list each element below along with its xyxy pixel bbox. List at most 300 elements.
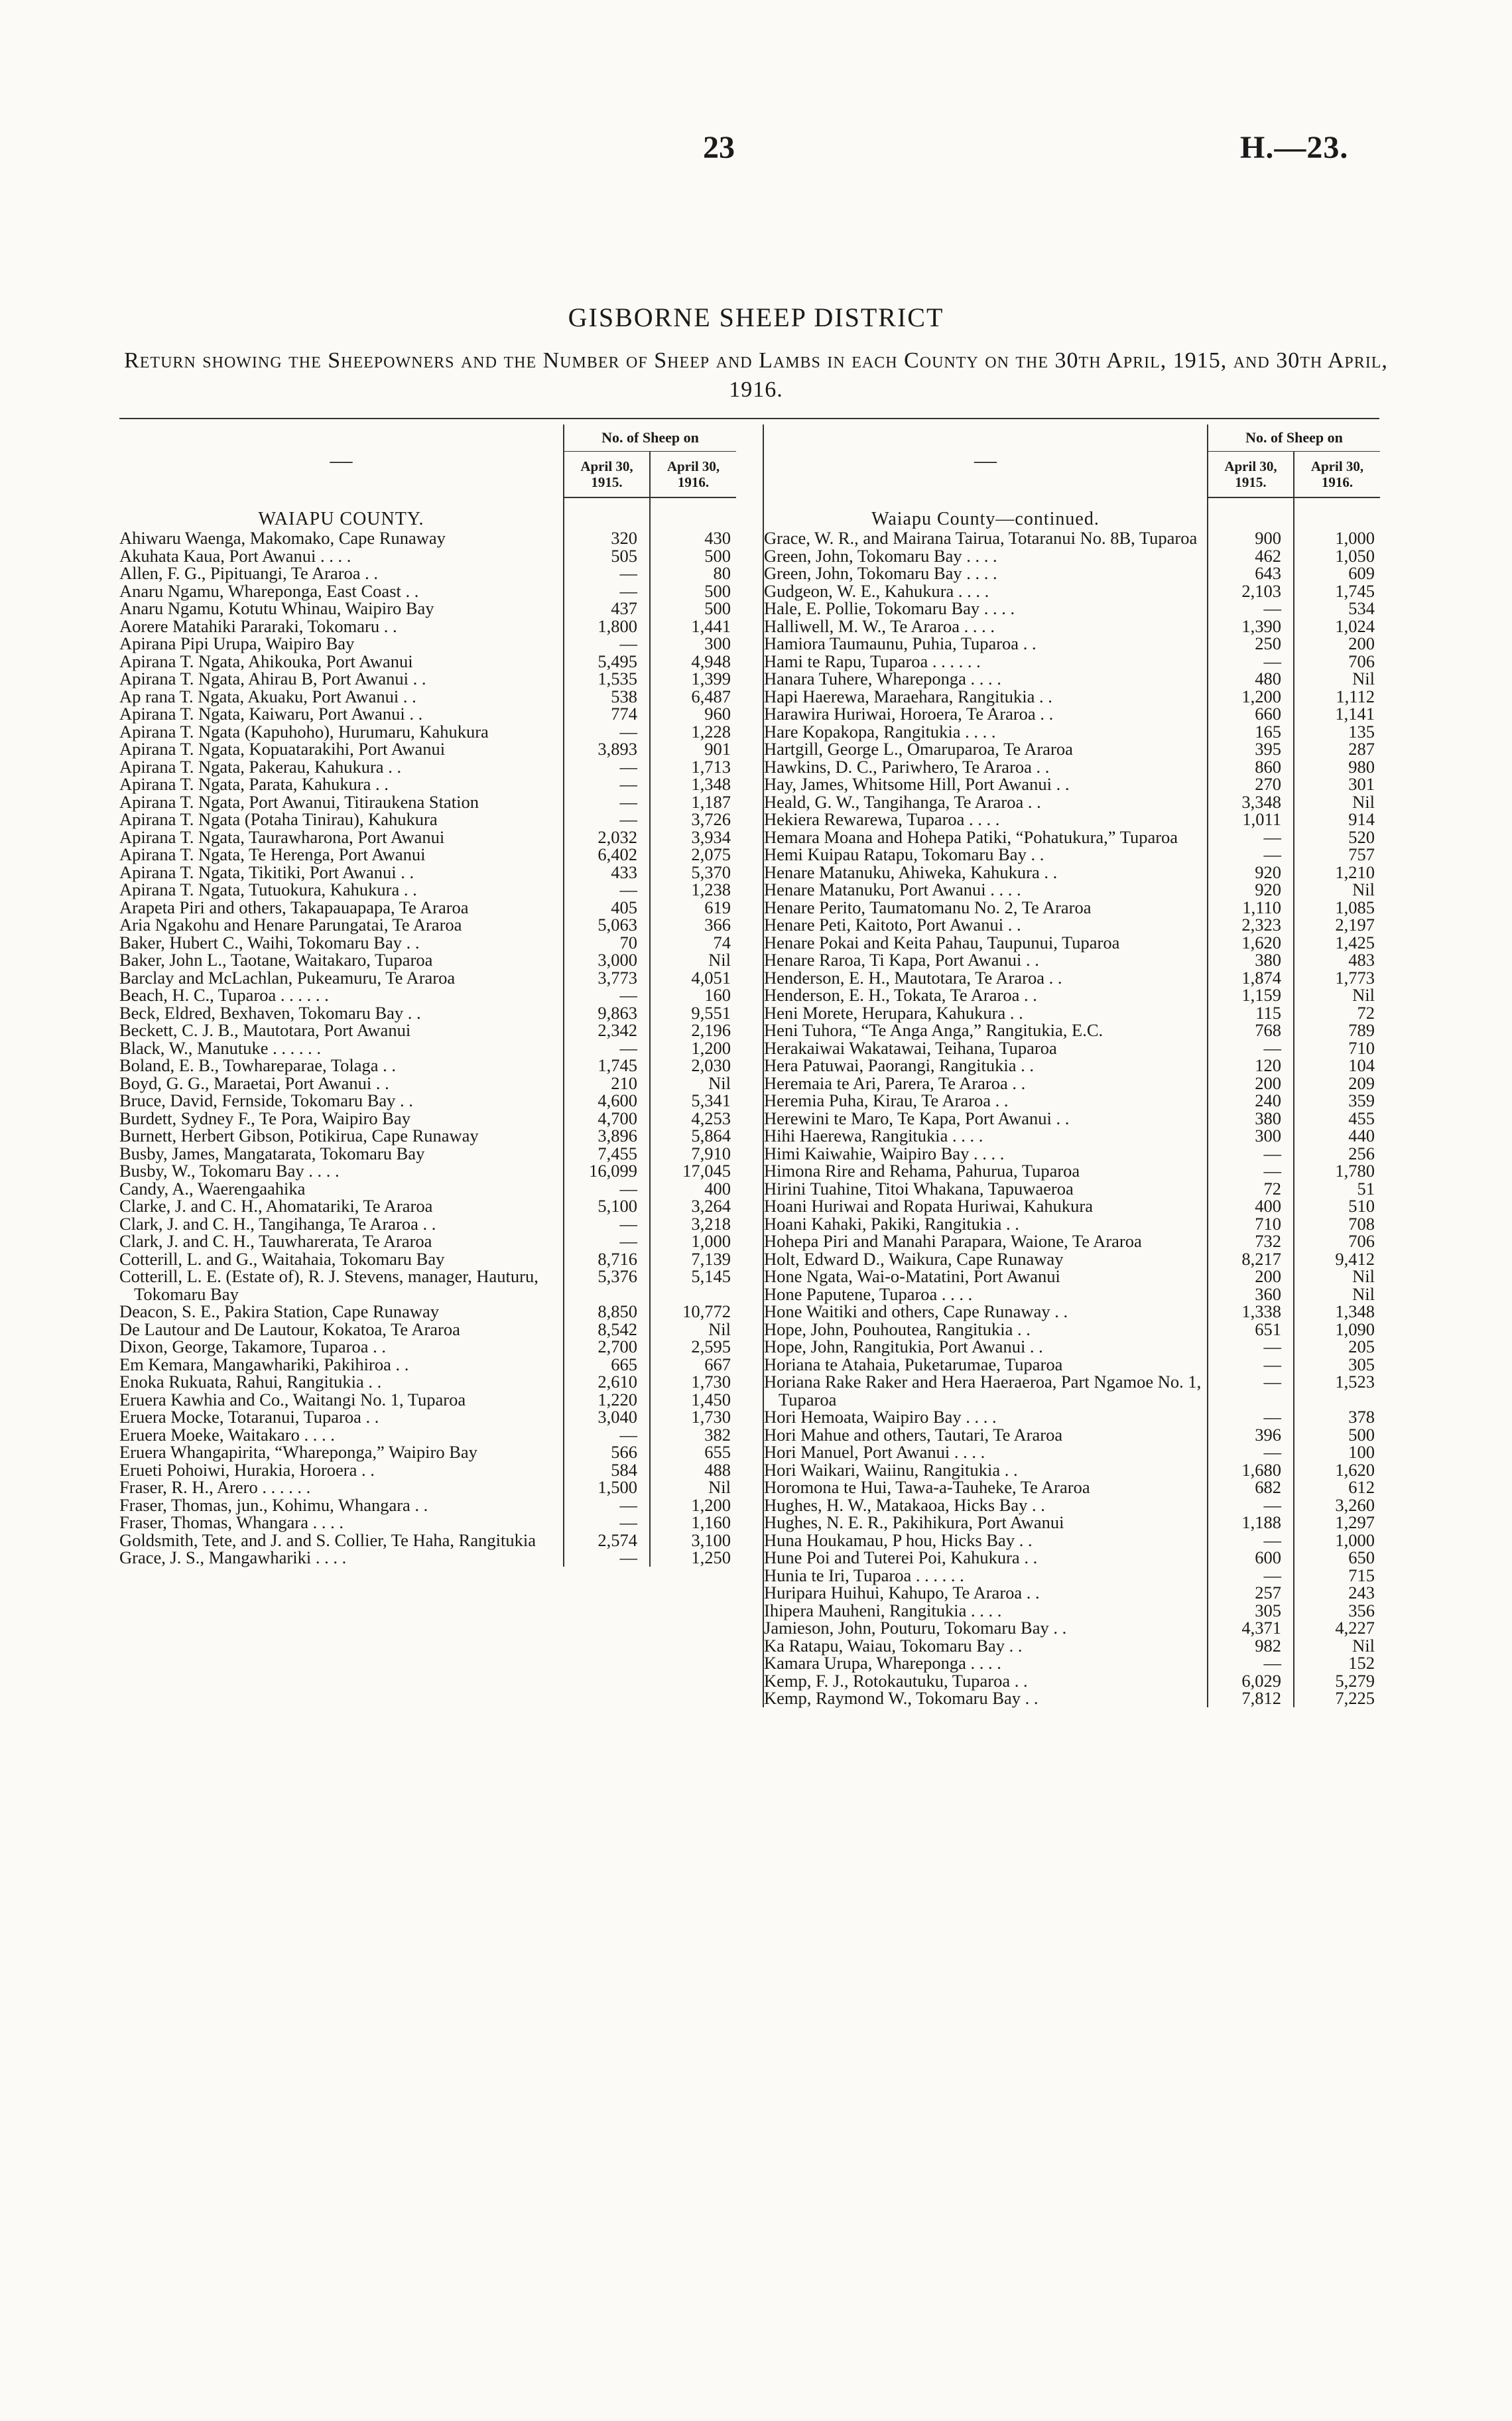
owner-name: Apirana T. Ngata, Te Herenga, Port Awanui [119, 844, 426, 864]
sheep-1915: 5,376 [564, 1268, 650, 1303]
table-row [119, 1496, 736, 1514]
table-row [763, 653, 1380, 671]
table-row [763, 1197, 1380, 1215]
owner-name: Beach, H. C., Tuparoa . . . . . . [119, 985, 329, 1005]
table-row [119, 846, 736, 864]
owner-name: Hamiora Taumaunu, Puhia, Tuparoa . . [763, 635, 1208, 653]
owner-name: Herewini te Maro, Te Kapa, Port Awanui . . [763, 1110, 1208, 1128]
table-row [119, 1162, 736, 1180]
owner-name: Gudgeon, W. E., Kahukura . . . . [763, 582, 1208, 600]
sheep-1915: 1,338 [1208, 1303, 1294, 1321]
owner-name: Dixon, George, Takamore, Tuparoa . . [119, 1337, 386, 1356]
owner-name: Boyd, G. G., Maraetai, Port Awanui . . [119, 1073, 389, 1093]
sheep-1916: 500 [650, 600, 736, 618]
sheep-1915: 320 [564, 529, 650, 547]
table-row [119, 1057, 736, 1075]
sheep-1916: 520 [1294, 828, 1380, 846]
table-row [119, 1250, 736, 1268]
sheep-1916: 1,200 [650, 1496, 736, 1514]
owner-name: Apirana T. Ngata, Kaiwaru, Port Awanui . . [119, 704, 423, 724]
table-row [119, 1110, 736, 1128]
table-row [763, 1532, 1380, 1549]
table-row [763, 1549, 1380, 1567]
section-row [119, 497, 736, 529]
sheep-1916: 2,075 [650, 846, 736, 864]
sheep-1916: 960 [650, 705, 736, 723]
owner-name: Hone Ngata, Wai-o-Matatini, Port Awanui [763, 1268, 1208, 1285]
sheep-1916: 256 [1294, 1145, 1380, 1163]
owner-name: Henderson, E. H., Mautotara, Te Araroa . . [763, 969, 1208, 987]
sheep-1915: 8,542 [564, 1321, 650, 1339]
sheep-1915: 3,773 [564, 969, 650, 987]
table-row [119, 1145, 736, 1163]
sheep-1915: — [1208, 1567, 1294, 1585]
sheep-1915: 860 [1208, 758, 1294, 776]
owner-name: Apirana T. Ngata, Tutuokura, Kahukura . . [119, 880, 417, 899]
table-row [763, 934, 1380, 952]
sheep-1915: 6,402 [564, 846, 650, 864]
sheep-1916: 1,250 [650, 1549, 736, 1567]
owner-name: Busby, James, Mangatarata, Tokomaru Bay [119, 1143, 425, 1163]
sheep-1916: 1,780 [1294, 1162, 1380, 1180]
sheep-1916: 706 [1294, 653, 1380, 671]
sheep-1916: 1,112 [1294, 688, 1380, 706]
sheep-1916: 382 [650, 1426, 736, 1444]
table-row [763, 1215, 1380, 1233]
sheep-1916: 650 [1294, 1549, 1380, 1567]
table-row [119, 1268, 736, 1303]
owner-name: Deacon, S. E., Pakira Station, Cape Runaway [119, 1301, 440, 1321]
owner-name: Hare Kopakopa, Rangitukia . . . . [763, 723, 1208, 741]
owner-name: Apirana T. Ngata, Port Awanui, Titiraukena Station [119, 791, 479, 812]
owner-name: Apirana T. Ngata, Kopuatarakihi, Port Awanui [119, 739, 446, 759]
sheep-1915: 270 [1208, 775, 1294, 793]
table-row [763, 529, 1380, 547]
sheep-1915: 115 [1208, 1004, 1294, 1022]
table-row [119, 1478, 736, 1496]
table-row [763, 916, 1380, 934]
table-row [119, 653, 736, 671]
owner-name: Em Kemara, Mangawhariki, Pakihiroa . . [119, 1354, 409, 1374]
april-1916-header: April 30, 1916. [650, 452, 736, 498]
sheep-1915: — [564, 775, 650, 793]
sheep-1915: 3,348 [1208, 793, 1294, 811]
owner-name: Grace, J. S., Mangawhariki . . . . [119, 1547, 347, 1567]
top-rule [119, 418, 1379, 419]
sheep-1915: — [1208, 1338, 1294, 1356]
sheep-1915: — [564, 1496, 650, 1514]
sheep-1915: 2,323 [1208, 916, 1294, 934]
sheep-1915: 360 [1208, 1285, 1294, 1303]
sheep-1915: — [1208, 1373, 1294, 1408]
sheep-1915: 1,220 [564, 1391, 650, 1409]
sheep-1915: 16,099 [564, 1162, 650, 1180]
owner-name: Burdett, Sydney F., Te Pora, Waipiro Bay [119, 1108, 410, 1128]
table-row [763, 828, 1380, 846]
sheep-1916: 5,341 [650, 1092, 736, 1110]
owner-name: Baker, John L., Taotane, Waitakaro, Tuparoa [119, 950, 433, 970]
owner-name: Enoka Rukuata, Rahui, Rangitukia . . [119, 1372, 382, 1392]
sheep-1916: 1,050 [1294, 547, 1380, 565]
table-row [119, 618, 736, 635]
sheep-1915: 732 [1208, 1232, 1294, 1250]
owner-name: Apirana T. Ngata, Tikitiki, Port Awanui . . [119, 862, 414, 882]
sheep-1915: 682 [1208, 1478, 1294, 1496]
owner-name: Akuhata Kaua, Port Awanui . . . . [119, 545, 351, 566]
sheep-1915: 643 [1208, 564, 1294, 582]
sheep-1916: 3,264 [650, 1197, 736, 1215]
sheep-1915: 538 [564, 688, 650, 706]
sheep-1915: — [564, 1549, 650, 1567]
owner-name: Hunia te Iri, Tuparoa . . . . . . [763, 1567, 1208, 1585]
table-row [119, 1215, 736, 1233]
owner-name: Fraser, R. H., Arero . . . . . . [119, 1477, 311, 1497]
owner-name: Hope, John, Rangitukia, Port Awanui . . [763, 1338, 1208, 1356]
sheep-1916: 2,196 [650, 1021, 736, 1039]
sheep-1916: 7,910 [650, 1145, 736, 1163]
table-row [119, 1004, 736, 1022]
table-row [119, 564, 736, 582]
owner-name: Green, John, Tokomaru Bay . . . . [763, 564, 1208, 582]
owner-name: Kamara Urupa, Whareponga . . . . [763, 1654, 1208, 1672]
sheep-1916: 715 [1294, 1567, 1380, 1585]
sheep-1915: — [564, 793, 650, 811]
sheep-1915: 462 [1208, 547, 1294, 565]
sheep-1915: — [1208, 1532, 1294, 1549]
sheep-1916: 901 [650, 740, 736, 758]
table-row [763, 1602, 1380, 1620]
sheep-1915: — [564, 881, 650, 899]
sheep-1915: 2,032 [564, 828, 650, 846]
owner-name: Hughes, H. W., Matakaoa, Hicks Bay . . [763, 1496, 1208, 1514]
sheep-1915: 8,716 [564, 1250, 650, 1268]
sheep-1916: 1,523 [1294, 1373, 1380, 1408]
owner-name: Himona Rire and Rehama, Pahurua, Tuparoa [763, 1162, 1208, 1180]
owner-name: Hori Waikari, Waiinu, Rangitukia . . [763, 1461, 1208, 1479]
sheep-1916: 1,238 [650, 881, 736, 899]
sheep-1916: 500 [650, 547, 736, 565]
sheep-1915: 4,371 [1208, 1619, 1294, 1637]
owner-name: Burnett, Herbert Gibson, Potikirua, Cape Runaway [119, 1126, 479, 1145]
owner-name: Hartgill, George L., Omaruparoa, Te Araroa [763, 740, 1208, 758]
table-row [763, 1689, 1380, 1707]
april-1916-header: April 30, 1916. [1294, 452, 1380, 498]
table-row [763, 1637, 1380, 1655]
table-row [763, 600, 1380, 618]
sheep-1916: 2,030 [650, 1057, 736, 1075]
owner-name: Apirana T. Ngata, Ahikouka, Port Awanui [119, 651, 413, 671]
owner-name: Candy, A., Waerengaahika [119, 1178, 306, 1199]
sheep-1916: 1,000 [1294, 1532, 1380, 1549]
sheep-1916: Nil [650, 1478, 736, 1496]
owner-name: Beckett, C. J. B., Mautotara, Port Awanui [119, 1020, 411, 1040]
sheep-1916: 757 [1294, 846, 1380, 864]
sheep-1915: 2,574 [564, 1532, 650, 1549]
sheep-1915: 9,863 [564, 1004, 650, 1022]
spacer-cell [1294, 497, 1380, 529]
table-row [119, 670, 736, 688]
sheep-1915: — [1208, 1496, 1294, 1514]
sheep-1916: 74 [650, 934, 736, 952]
sheep-1915: 5,100 [564, 1197, 650, 1215]
owner-name: Hihi Haerewa, Rangitukia . . . . [763, 1127, 1208, 1145]
owner-name: Ap rana T. Ngata, Akuaku, Port Awanui . . [119, 686, 416, 706]
sheep-1915: 2,610 [564, 1373, 650, 1391]
owner-name: Cotterill, L. E. (Estate of), R. J. Stevens, manager, Hauturu, Tokomaru Bay [119, 1266, 538, 1304]
sheep-1915: 774 [564, 705, 650, 723]
sheep-1915: — [564, 1232, 650, 1250]
section-row [763, 497, 1380, 529]
sheep-1916: 1,000 [650, 1232, 736, 1250]
sheep-1916: 10,772 [650, 1303, 736, 1321]
table-row [119, 1303, 736, 1321]
owner-name: Heremaia te Ari, Parera, Te Araroa . . [763, 1075, 1208, 1092]
owner-name: Goldsmith, Tete, and J. and S. Collier, Te Haha, Rangitukia [119, 1530, 536, 1550]
owner-name: Harawira Huriwai, Horoera, Te Araroa . . [763, 705, 1208, 723]
sheep-1916: 1,228 [650, 723, 736, 741]
sheep-1916: 430 [650, 529, 736, 547]
sheep-1915: 480 [1208, 670, 1294, 688]
sheep-1915: 5,063 [564, 916, 650, 934]
sheep-1915: 584 [564, 1461, 650, 1479]
document-reference: H.—23. [1240, 130, 1349, 165]
sheep-1915: 1,110 [1208, 899, 1294, 917]
sheep-1916: Nil [650, 951, 736, 969]
owner-name: Aorere Matahiki Pararaki, Tokomaru . . [119, 616, 397, 636]
sheep-1915: 665 [564, 1356, 650, 1374]
owner-name: Hone Paputene, Tuparoa . . . . [763, 1285, 1208, 1303]
april-1915-header: April 30, 1915. [1208, 452, 1294, 498]
table-row [119, 1514, 736, 1532]
sheep-1915: — [1208, 846, 1294, 864]
sheep-1915: 1,680 [1208, 1461, 1294, 1479]
sheep-1915: — [564, 758, 650, 776]
owner-name: Heremia Puha, Kirau, Te Araroa . . [763, 1092, 1208, 1110]
table-row [763, 1250, 1380, 1268]
sheep-1916: 500 [1294, 1426, 1380, 1444]
sheep-1916: 1,141 [1294, 705, 1380, 723]
table-row [763, 1127, 1380, 1145]
table-row [119, 1092, 736, 1110]
table-row [763, 1654, 1380, 1672]
owner-name: Barclay and McLachlan, Pukeamuru, Te Araroa [119, 967, 456, 988]
sheep-1915: — [564, 1426, 650, 1444]
sheep-1916: 534 [1294, 600, 1380, 618]
owner-name: Aria Ngakohu and Henare Parungatai, Te Araroa [119, 915, 462, 935]
sheep-1916: 1,200 [650, 1039, 736, 1057]
table-row [763, 670, 1380, 688]
sheep-1915: 2,103 [1208, 582, 1294, 600]
sheep-1915: 300 [1208, 1127, 1294, 1145]
table-row [763, 1039, 1380, 1057]
table-row [119, 705, 736, 723]
sheep-1915: — [564, 1514, 650, 1532]
owner-name: Apirana T. Ngata, Ahirau B, Port Awanui . . [119, 669, 426, 688]
owner-name: Henare Peti, Kaitoto, Port Awanui . . [763, 916, 1208, 934]
owner-name: Busby, W., Tokomaru Bay . . . . [119, 1161, 340, 1181]
table-row [119, 1532, 736, 1549]
owner-name: Eruera Moeke, Waitakaro . . . . [119, 1424, 335, 1445]
sheep-1915: — [1208, 1039, 1294, 1057]
owner-column-header: — [330, 448, 353, 473]
sheep-1915: 6,029 [1208, 1672, 1294, 1690]
table-row [763, 864, 1380, 882]
table-row [119, 1373, 736, 1391]
table-row [763, 547, 1380, 565]
sheep-1916: 980 [1294, 758, 1380, 776]
owner-name: Apirana T. Ngata, Parata, Kahukura . . [119, 774, 389, 794]
sheep-1915: 72 [1208, 1180, 1294, 1198]
owner-column-header: — [763, 425, 1208, 497]
owner-name: Apirana T. Ngata, Taurawharona, Port Awanui [119, 826, 445, 847]
sheep-1916: 1,090 [1294, 1321, 1380, 1339]
sheep-1916: 3,726 [650, 811, 736, 828]
sheep-1915: — [1208, 653, 1294, 671]
table-row [763, 688, 1380, 706]
table-row [763, 740, 1380, 758]
page-number: 23 [703, 130, 735, 165]
table-row [763, 969, 1380, 987]
owner-name: Heni Morete, Herupara, Kahukura . . [763, 1004, 1208, 1022]
sheep-1916: 609 [1294, 564, 1380, 582]
table-row [763, 1021, 1380, 1039]
table-row [763, 846, 1380, 864]
section-heading: Waiapu County—continued. [763, 497, 1208, 529]
table-row [763, 1004, 1380, 1022]
table-row [763, 1356, 1380, 1374]
owner-name: Hoani Huriwai and Ropata Huriwai, Kahukura [763, 1197, 1208, 1215]
sheep-1915: 437 [564, 600, 650, 618]
sheep-1916: 1,399 [650, 670, 736, 688]
sheep-1915: — [1208, 1145, 1294, 1163]
table-row [763, 899, 1380, 917]
owner-name: Horomona te Hui, Tawa-a-Tauheke, Te Araroa [763, 1478, 1208, 1496]
owner-name: Beck, Eldred, Bexhaven, Tokomaru Bay . . [119, 1002, 421, 1023]
sheep-1916: 1,348 [1294, 1303, 1380, 1321]
table-row [763, 793, 1380, 811]
table-row [119, 1408, 736, 1426]
sheep-1916: 359 [1294, 1092, 1380, 1110]
table-row [119, 881, 736, 899]
owner-name: Fraser, Thomas, Whangara . . . . [119, 1512, 344, 1532]
left-table-body [119, 497, 736, 1567]
owner-name: Hohepa Piri and Manahi Parapara, Waione, Te Araroa [763, 1232, 1208, 1250]
table-row [119, 1461, 736, 1479]
table-row [119, 582, 736, 600]
sheep-1916: 7,225 [1294, 1689, 1380, 1707]
table-row [763, 1567, 1380, 1585]
sheep-1916: 100 [1294, 1443, 1380, 1461]
sheep-1916: 400 [650, 1180, 736, 1198]
owner-name: Clarke, J. and C. H., Ahomatariki, Te Araroa [119, 1196, 433, 1216]
sheep-1916: 1,425 [1294, 934, 1380, 952]
table-row [119, 951, 736, 969]
owner-name: Hawkins, D. C., Pariwhero, Te Araroa . . [763, 758, 1208, 776]
table-row [119, 1039, 736, 1057]
sheep-1916: 3,260 [1294, 1496, 1380, 1514]
april-1915-header: April 30, 1915. [564, 452, 650, 498]
table-row [763, 618, 1380, 635]
owner-name: Eruera Kawhia and Co., Waitangi No. 1, Tuparoa [119, 1389, 466, 1409]
sheep-1915: 505 [564, 547, 650, 565]
table-row [119, 916, 736, 934]
table-row [119, 1391, 736, 1409]
owner-name: Cotterill, L. and G., Waitahaia, Tokomaru Bay [119, 1248, 445, 1269]
sheep-1916: 1,024 [1294, 618, 1380, 635]
sheep-1916: 160 [650, 986, 736, 1004]
owner-name: Ka Ratapu, Waiau, Tokomaru Bay . . [763, 1637, 1208, 1655]
sheep-1916: 356 [1294, 1602, 1380, 1620]
table-row [119, 775, 736, 793]
sheep-1916: Nil [1294, 881, 1380, 899]
owner-name: Arapeta Piri and others, Takapauapapa, Te Araroa [119, 897, 469, 917]
sheep-count-group-header: No. of Sheep on [564, 425, 736, 452]
sheep-1916: 9,551 [650, 1004, 736, 1022]
sheep-1916: 510 [1294, 1197, 1380, 1215]
table-row [763, 1180, 1380, 1198]
sheep-1916: 1,000 [1294, 529, 1380, 547]
owner-name: Herakaiwai Wakatawai, Teihana, Tuparoa [763, 1039, 1208, 1057]
sheep-1916: 300 [650, 635, 736, 653]
sheep-1915: — [564, 986, 650, 1004]
sheep-1915: 600 [1208, 1549, 1294, 1567]
sheep-1916: 2,197 [1294, 916, 1380, 934]
owner-name: Erueti Pohoiwi, Hurakia, Horoera . . [119, 1459, 375, 1480]
table-row [119, 688, 736, 706]
sheep-1916: 655 [650, 1443, 736, 1461]
sheep-1915: 1,200 [1208, 688, 1294, 706]
owner-name: Apirana T. Ngata, Pakerau, Kahukura . . [119, 756, 402, 777]
sheep-1916: 1,085 [1294, 899, 1380, 917]
sheep-1916: 1,187 [650, 793, 736, 811]
table-row [763, 1162, 1380, 1180]
sheep-1915: 400 [1208, 1197, 1294, 1215]
sheep-1915: 1,874 [1208, 969, 1294, 987]
owner-name: Hale, E. Pollie, Tokomaru Bay . . . . [763, 600, 1208, 618]
table-row [119, 1180, 736, 1198]
owner-name: Allen, F. G., Pipituangi, Te Araroa . . [119, 563, 379, 583]
table-row [119, 1021, 736, 1039]
table-row [119, 811, 736, 828]
owner-name: Hanara Tuhere, Whareponga . . . . [763, 670, 1208, 688]
owner-name: Boland, E. B., Towhareparae, Tolaga . . [119, 1055, 396, 1075]
owner-name: Henare Matanuku, Ahiweka, Kahukura . . [763, 864, 1208, 882]
sheep-1916: 152 [1294, 1654, 1380, 1672]
page-subtitle: Return showing the Sheepowners and the Number of Sheep and Lambs in each County on the 30th April, 1915, and 30th April, 1916. [124, 348, 1388, 402]
owner-name: Ahiwaru Waenga, Makomako, Cape Runaway [119, 528, 446, 548]
owner-name: Holt, Edward D., Waikura, Cape Runaway [763, 1250, 1208, 1268]
table-row [763, 881, 1380, 899]
sheep-1915: — [564, 723, 650, 741]
owner-name: Apirana T. Ngata (Kapuhoho), Hurumaru, Kahukura [119, 721, 489, 742]
sheep-1916: 6,487 [650, 688, 736, 706]
table-row [763, 951, 1380, 969]
sheep-1916: 5,864 [650, 1127, 736, 1145]
table-row [763, 1232, 1380, 1250]
sheep-1915: 3,893 [564, 740, 650, 758]
sheep-1915: 1,390 [1208, 618, 1294, 635]
section-heading: WAIAPU COUNTY. [258, 509, 424, 529]
sheep-1916: 104 [1294, 1057, 1380, 1075]
sheep-1916: 4,253 [650, 1110, 736, 1128]
owner-name: Hori Mahue and others, Tautari, Te Araroa [763, 1426, 1208, 1444]
table-row [119, 1232, 736, 1250]
table-row [119, 934, 736, 952]
sheep-1915: 900 [1208, 529, 1294, 547]
table-row [119, 1338, 736, 1356]
table-row [763, 1408, 1380, 1426]
sheep-1916: 914 [1294, 811, 1380, 828]
